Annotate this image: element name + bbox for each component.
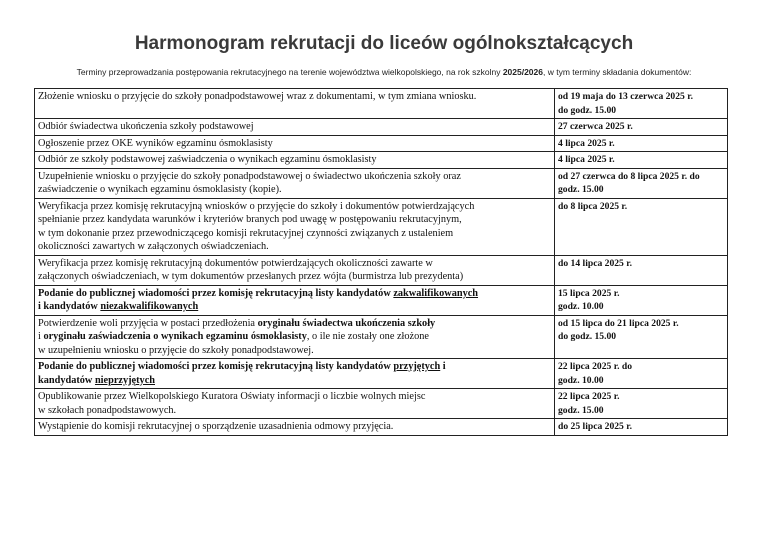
underlined-term: nieprzyjętych: [94, 374, 155, 386]
row-date: 22 lipca 2025 r. do godz. 10.00: [555, 359, 728, 389]
row-date: 27 czerwca 2025 r.: [555, 119, 728, 136]
row-description: Ogłoszenie przez OKE wyników egzaminu ósmoklasisty: [35, 135, 555, 152]
table-row: [35, 89, 728, 119]
row-date: do 14 lipca 2025 r.: [555, 255, 728, 285]
table-row: [35, 152, 728, 169]
underlined-term: niezakwalifikowanych: [100, 301, 199, 312]
row-description: Weryfikacja przez komisję rekrutacyjną dokumentów potwierdzających okoliczności zawarte w załączonych oświadczeniach, w tym dokumentów przesłanych przez wójta (burmistrza lub prezydenta): [35, 255, 555, 285]
table-row: [35, 119, 728, 136]
row-description: Odbiór ze szkoły podstawowej zaświadczenia o wynikach egzaminu ósmoklasisty: [35, 152, 555, 169]
row-description: Podanie do publicznej wiadomości przez komisję rekrutacyjną listy kandydatów przyjętych i kandydatów nieprzyjętych: [35, 359, 555, 389]
row-description: Uzupełnienie wniosku o przyjęcie do szkoły ponadpodstawowej o świadectwo ukończenia szkoły oraz zaświadczenie o wynikach egzaminu ósmoklasisty (kopie).: [35, 168, 555, 198]
table-row: [35, 389, 728, 419]
page-title: Harmonogram rekrutacji do liceów ogólnokształcących: [134, 33, 634, 54]
row-description: Odbiór świadectwa ukończenia szkoły podstawowej: [35, 119, 555, 136]
row-description: Weryfikacja przez komisję rekrutacyjną wniosków o przyjęcie do szkoły i dokumentów potwierdzających spełnianie przez kandydata warunków i kryteriów branych pod uwagę w postępowaniu rekrutacyjnym, w tym dokonanie przez przewodniczącego komisji rekrutacyjnej czynności związanych z ustaleniem okoliczności zawartych w załączonych oświadczeniach.: [35, 198, 555, 255]
row-date: 15 lipca 2025 r. godz. 10.00: [555, 285, 728, 315]
row-date: 4 lipca 2025 r.: [555, 152, 728, 169]
table-row: [35, 135, 728, 152]
row-date: 4 lipca 2025 r.: [555, 135, 728, 152]
row-date: od 15 lipca do 21 lipca 2025 r. do godz. 15.00: [555, 315, 728, 359]
table-row: [35, 255, 728, 285]
row-date: 22 lipca 2025 r. godz. 15.00: [555, 389, 728, 419]
table-row: [35, 198, 728, 255]
schedule-table: [34, 88, 728, 436]
row-date: od 19 maja do 13 czerwca 2025 r. do godz. 15.00: [555, 89, 728, 119]
row-description: Wystąpienie do komisji rekrutacyjnej o sporządzenie uzasadnienia odmowy przyjęcia.: [35, 419, 555, 436]
row-description: Opublikowanie przez Wielkopolskiego Kuratora Oświaty informacji o liczbie wolnych miejsc w szkołach ponadpodstawowych.: [35, 389, 555, 419]
intro-text: [0, 67, 768, 77]
underlined-term: zakwalifikowanych: [393, 287, 479, 299]
table-row: [35, 168, 728, 198]
intro-after: , w tym terminy składania dokumentów:: [543, 67, 692, 77]
table-row: [35, 359, 728, 389]
row-description: Potwierdzenie woli przyjęcia w postaci przedłożenia oryginału świadectwa ukończenia szkoły i oryginału zaświadczenia o wynikach egzaminu ósmoklasisty, o ile nie zostały one złożone w uzupełnieniu wniosku o przyjęcie do szkoły ponadpodstawowej.: [35, 315, 555, 359]
row-description: Podanie do publicznej wiadomości przez komisję rekrutacyjną listy kandydatów zakwalifikowanych i kandydatów niezakwalifikowanych: [35, 285, 555, 315]
underlined-term: przyjętych: [393, 361, 441, 372]
row-date: do 8 lipca 2025 r.: [555, 198, 728, 255]
table-row: [35, 285, 728, 315]
table-row: [35, 315, 728, 359]
intro-before: Terminy przeprowadzania postępowania rekrutacyjnego na terenie województwa wielkopolskiego, na rok szkolny: [76, 67, 503, 77]
intro-year: 2025/2026: [502, 67, 543, 77]
table-row: [35, 419, 728, 436]
row-description: Złożenie wniosku o przyjęcie do szkoły ponadpodstawowej wraz z dokumentami, w tym zmiana wniosku.: [35, 89, 555, 119]
row-date: do 25 lipca 2025 r.: [555, 419, 728, 436]
row-date: od 27 czerwca do 8 lipca 2025 r. do godz. 15.00: [555, 168, 728, 198]
